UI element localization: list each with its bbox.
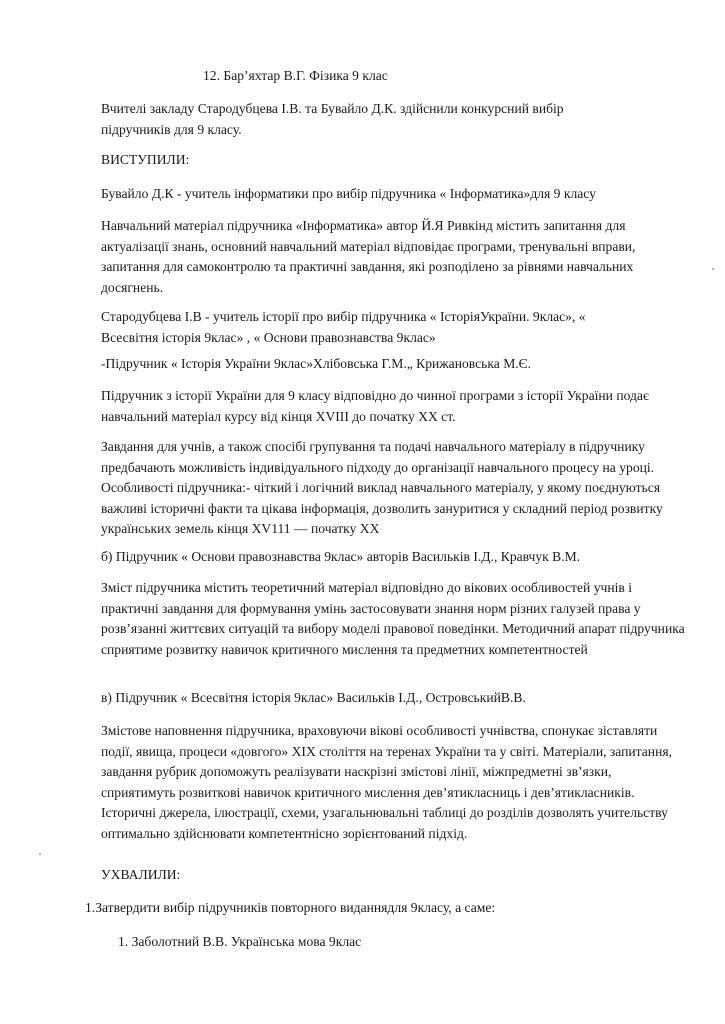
law-book-paragraph: б) Підручник « Основи правознавства 9клас» авторів Васильків І.Д., Кравчук В.М. — [101, 549, 581, 564]
world-history-book-paragraph: в) Підручник « Всесвітня історія 9клас» Васильків І.Д., ОстровськийВ.В. — [101, 690, 526, 705]
law-paragraph: Зміст підручника містить теоретичний матеріал відповідно до вікових особливостей учнів і практичні завдання для формування умінь застосовувати знання норм різних галузей права у розв’язанні життєвих ситуацій та вибору моделі правової поведінки. Методичний апарат підручника сприятиме розвитку навичок критичного мислення та предметних компетентностей — [101, 580, 685, 657]
decision-1-paragraph: 1.Затвердити вибір підручників повторного виданнядля 9класу, а саме: — [85, 900, 496, 915]
decided-heading: УХВАЛИЛИ: — [101, 867, 181, 882]
list-item-12: 12. Бар’яхтар В.Г. Фізика 9 клас — [203, 68, 388, 83]
decision-1-list-item-1: 1. Заболотний В.В. Українська мова 9клас — [118, 934, 362, 949]
speaker-1-paragraph: Бувайло Д.К - учитель інформатики про вибір підручника « Інформатика»для 9 класу — [101, 186, 596, 201]
world-history-paragraph: Змістове наповнення підручника, враховуючи вікові особливості учнівства, спонукає зіставляти події, явища, процеси «довгого» XIX століття на теренах України та у світі. Матеріали, запитання, завдання рубрик допоможуть реалізувати наскрізні змістові лінії, міжпредметні зв’язки, сприятимуть розвиткові навичок критичного мислення дев’ятикласниць і дев’ятикласників. Історичні джерела, ілюстрації, схеми, узагальнювальні таблиці до розділів дозволять учительству оптимально здійснювати компетентнісно зорієнтований підхід. — [101, 723, 673, 841]
history-book-paragraph: -Підручник « Історія України 9клас»Хлібовська Г.М.„ Крижановська М.Є. — [101, 356, 532, 371]
informatics-paragraph: Навчальний матеріал підручника «Інформатика» автор Й.Я Ривкінд містить запитання для актуалізації знань, основний навчальний матеріал відповідає програми, тренувальні вправи, запитання для самоконтролю та практичні завдання, які розподілено за рівнями навчальних досягнень. — [101, 218, 636, 295]
speaker-2-paragraph: Стародубцева І.В - учитель історії про вибір підручника « ІсторіяУкраїни. 9клас», « Всесвітня історія 9клас» , « Основи правознавства 9клас» — [101, 309, 586, 345]
heard-heading: ВИСТУПИЛИ: — [101, 152, 190, 167]
scan-speck — [712, 268, 714, 270]
intro-paragraph: Вчителі закладу Стародубцева І.В. та Бувайло Д.К. здійснили конкурсний вибір підручників для 9 класу. — [101, 101, 564, 137]
history-paragraph-1: Підручник з історії України для 9 класу відповідно до чинної програми з історії України подає навчальний матеріал курсу від кінця XVIII до початку XX ст. — [101, 388, 649, 424]
history-paragraph-2: Завдання для учнів, а також спосібі групування та подачі навчального матеріалу в підручнику предбачають можливість індивідуального підходу до організації навчального процесу на уроці. Особливості підручника:- чіткий і логічний виклад навчального матеріалу, у якому поєднуються важливі історичні факти та цікава інформація, дозволить зануритися у складний період розвитку українських земель кінця XV111 — початку XX — [101, 439, 663, 536]
scan-speck — [39, 853, 41, 855]
